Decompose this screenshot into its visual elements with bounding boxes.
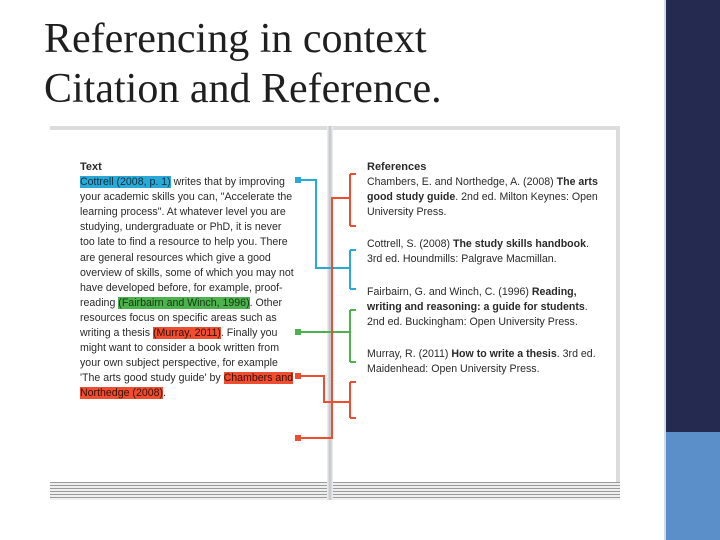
slide-title: [44, 14, 442, 114]
connector-blue-marker: [295, 177, 301, 183]
connector-red-murray-marker: [295, 373, 301, 379]
text-segment-2: . Other resources focus on specific areas such as writing a thesis: [80, 296, 282, 340]
reference-publisher: . 3rd ed. Houndmills: Palgrave Macmillan.: [367, 238, 589, 266]
connector-blue: [298, 180, 356, 289]
connector-red-chambers-marker: [295, 435, 301, 441]
title-line-2: Citation and Reference.: [44, 66, 442, 112]
reference-publisher: . 2nd ed. Buckingham: Open University Press.: [367, 300, 588, 328]
reference-publisher: . 3rd ed. Maidenhead: Open University Press.: [367, 347, 596, 375]
reference-publisher: . 2nd ed. Milton Keynes: Open University Press.: [367, 191, 598, 219]
reference-title: The arts good study guide: [367, 176, 598, 204]
text-segment-3: . Finally you might want to consider a book written from your own subject perspective, for example 'The arts good study guide' by: [80, 327, 280, 385]
title-line-1: Referencing in context: [44, 16, 427, 62]
references-heading: References: [367, 161, 427, 173]
reference-author: Murray, R. (2011): [367, 347, 452, 360]
reference-cottrell: [367, 237, 607, 267]
citation-cottrell: Cottrell (2008, p. 1): [80, 176, 171, 189]
reference-murray: [367, 347, 607, 377]
reference-title: The study skills handbook: [452, 238, 587, 251]
text-paragraph: [80, 175, 295, 401]
text-heading: Text: [80, 161, 102, 173]
book-spread-image: [50, 126, 620, 500]
reference-author: Fairbairn, G. and Winch, C. (1996): [367, 285, 532, 298]
connector-green-marker: [295, 329, 301, 335]
connector-red-murray: [298, 376, 356, 418]
reference-title: Reading, writing and reasoning: a guide for students: [367, 285, 585, 313]
citation-chambers-northedge: Chambers and Northedge (2008): [80, 372, 294, 400]
citation-murray: (Murray, 2011): [153, 327, 221, 340]
reference-title: How to write a thesis: [451, 347, 557, 360]
reference-fairbairn: [367, 285, 607, 330]
reference-author: Chambers, E. and Northedge, A. (2008): [367, 176, 557, 189]
connector-red-chambers: [298, 174, 356, 438]
sidebar-accent-block: [666, 432, 720, 540]
references-column: [367, 160, 607, 394]
reference-author: Cottrell, S. (2008): [367, 238, 453, 251]
citation-fairbairn-winch: (Fairbairn and Winch, 1996): [118, 296, 250, 309]
text-segment-1: writes that by improving your academic skills you can, "Accelerate the learning process". At whatever level you are studying, undergraduate or PhD, it is never too late to find a resource to help you. There are general resources which give a good overview of skills, some of which you may not have developed before, for example, proof-reading: [80, 176, 294, 309]
connector-green: [298, 310, 356, 362]
text-column: [80, 160, 295, 402]
reference-chambers: [367, 175, 607, 220]
text-segment-4: .: [163, 387, 166, 400]
